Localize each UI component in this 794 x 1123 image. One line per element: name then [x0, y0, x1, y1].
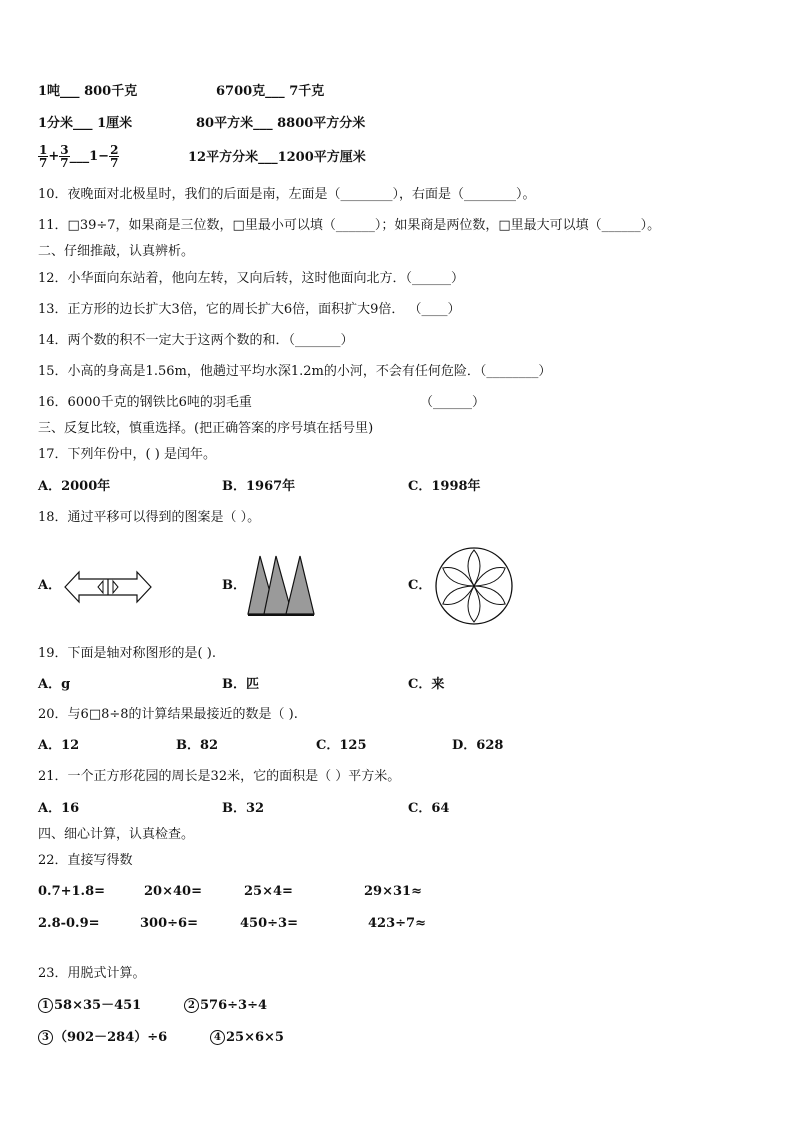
calc-item: 300÷6=	[140, 916, 198, 931]
question-23: 23．用脱式计算。	[38, 966, 146, 981]
question-11: 11．□39÷7，如果商是三位数，□里最小可以填（______）；如果商是两位数，□里最大可以填（______）。	[38, 218, 661, 233]
compare-item: 12平方分米___1200平方厘米	[188, 150, 366, 165]
question-19: 19．下面是轴对称图形的是( ).	[38, 646, 216, 661]
fraction: $\frac{1}{7}$	[39, 143, 48, 170]
question-16-blank: （______）	[420, 395, 486, 410]
question-14: 14．两个数的积不一定大于这两个数的和．（_______）	[38, 333, 354, 348]
section-4-heading: 四、细心计算，认真检查。	[38, 827, 195, 842]
option-a: A．	[38, 578, 62, 593]
question-17: 17．下列年份中，( ) 是闰年。	[38, 447, 216, 462]
circle-flower-figure	[434, 546, 514, 626]
calc-item: 0.7+1.8=	[38, 884, 106, 899]
question-15: 15．小高的身高是1.56m，他趟过平均水深1.2m的小河，不会有任何危险．（________）	[38, 364, 552, 379]
section-3-heading: 三、反复比较，慎重选择。(把正确答案的序号填在括号里)	[38, 421, 374, 436]
compare-item: 80平方米___ 8800平方分米	[196, 116, 366, 131]
option-c: C．64	[408, 801, 450, 816]
option-b: B．32	[222, 801, 265, 816]
compare-item: 1分米___ 1厘米	[38, 116, 133, 131]
option-c: C．来	[408, 677, 445, 692]
option-c: C．	[408, 578, 432, 593]
step-calc-item: 2 576÷3÷4	[184, 998, 267, 1014]
number-circle: 1	[38, 998, 53, 1013]
fraction-comparison: $\frac{1}{7}$ + $\frac{3}{7}$ ___1− $\frac{2}{7}$	[39, 143, 119, 170]
calc-item: 20×40=	[144, 884, 202, 899]
calc-item: 29×31≈	[364, 884, 422, 899]
option-a: A．12	[38, 738, 80, 753]
question-13: 13．正方形的边长扩大3倍，它的周长扩大6倍，面积扩大9倍． （____）	[38, 302, 461, 317]
question-21: 21．一个正方形花园的周长是32米，它的面积是（ ）平方米。	[38, 769, 401, 784]
option-d: D．628	[452, 738, 504, 753]
option-c: C．1998年	[408, 479, 481, 494]
number-circle: 4	[210, 1030, 225, 1045]
calc-item: 25×4=	[244, 884, 293, 899]
option-c: C．125	[316, 738, 367, 753]
step-calc-item: 1 58×35－451	[38, 998, 141, 1014]
section-2-heading: 二、仔细推敲，认真辨析。	[38, 244, 195, 259]
number-circle: 3	[38, 1030, 53, 1045]
option-a: A．2000年	[38, 479, 111, 494]
double-arrow-figure	[64, 570, 152, 604]
option-b: B．1967年	[222, 479, 296, 494]
option-b: B．匹	[222, 677, 259, 692]
fraction: $\frac{3}{7}$	[60, 143, 69, 170]
triangles-figure	[246, 552, 316, 618]
option-a: A．16	[38, 801, 80, 816]
number-circle: 2	[184, 998, 199, 1013]
question-20: 20．与6□8÷8的计算结果最接近的数是（ ).	[38, 707, 298, 722]
option-b: B．82	[176, 738, 219, 753]
calc-item: 423÷7≈	[368, 916, 426, 931]
calc-item: 2.8-0.9=	[38, 916, 100, 931]
option-a: A．g	[38, 677, 71, 692]
compare-item: 6700克___ 7千克	[216, 84, 325, 99]
question-18: 18．通过平移可以得到的图案是（ ）。	[38, 510, 261, 525]
question-12: 12．小华面向东站着，他向左转，又向后转，这时他面向北方．（______）	[38, 271, 465, 286]
question-16: 16．6000千克的钢铁比6吨的羽毛重	[38, 395, 252, 410]
step-calc-item: 3 （902－284）÷6	[38, 1030, 167, 1046]
compare-item: 1吨___ 800千克	[38, 84, 138, 99]
calc-item: 450÷3=	[240, 916, 298, 931]
fraction: $\frac{2}{7}$	[110, 143, 119, 170]
question-22: 22．直接写得数	[38, 853, 133, 868]
question-10: 10．夜晚面对北极星时，我们的后面是南，左面是（________），右面是（________）。	[38, 187, 536, 202]
option-b: B．	[222, 578, 246, 593]
step-calc-item: 4 25×6×5	[210, 1030, 284, 1046]
